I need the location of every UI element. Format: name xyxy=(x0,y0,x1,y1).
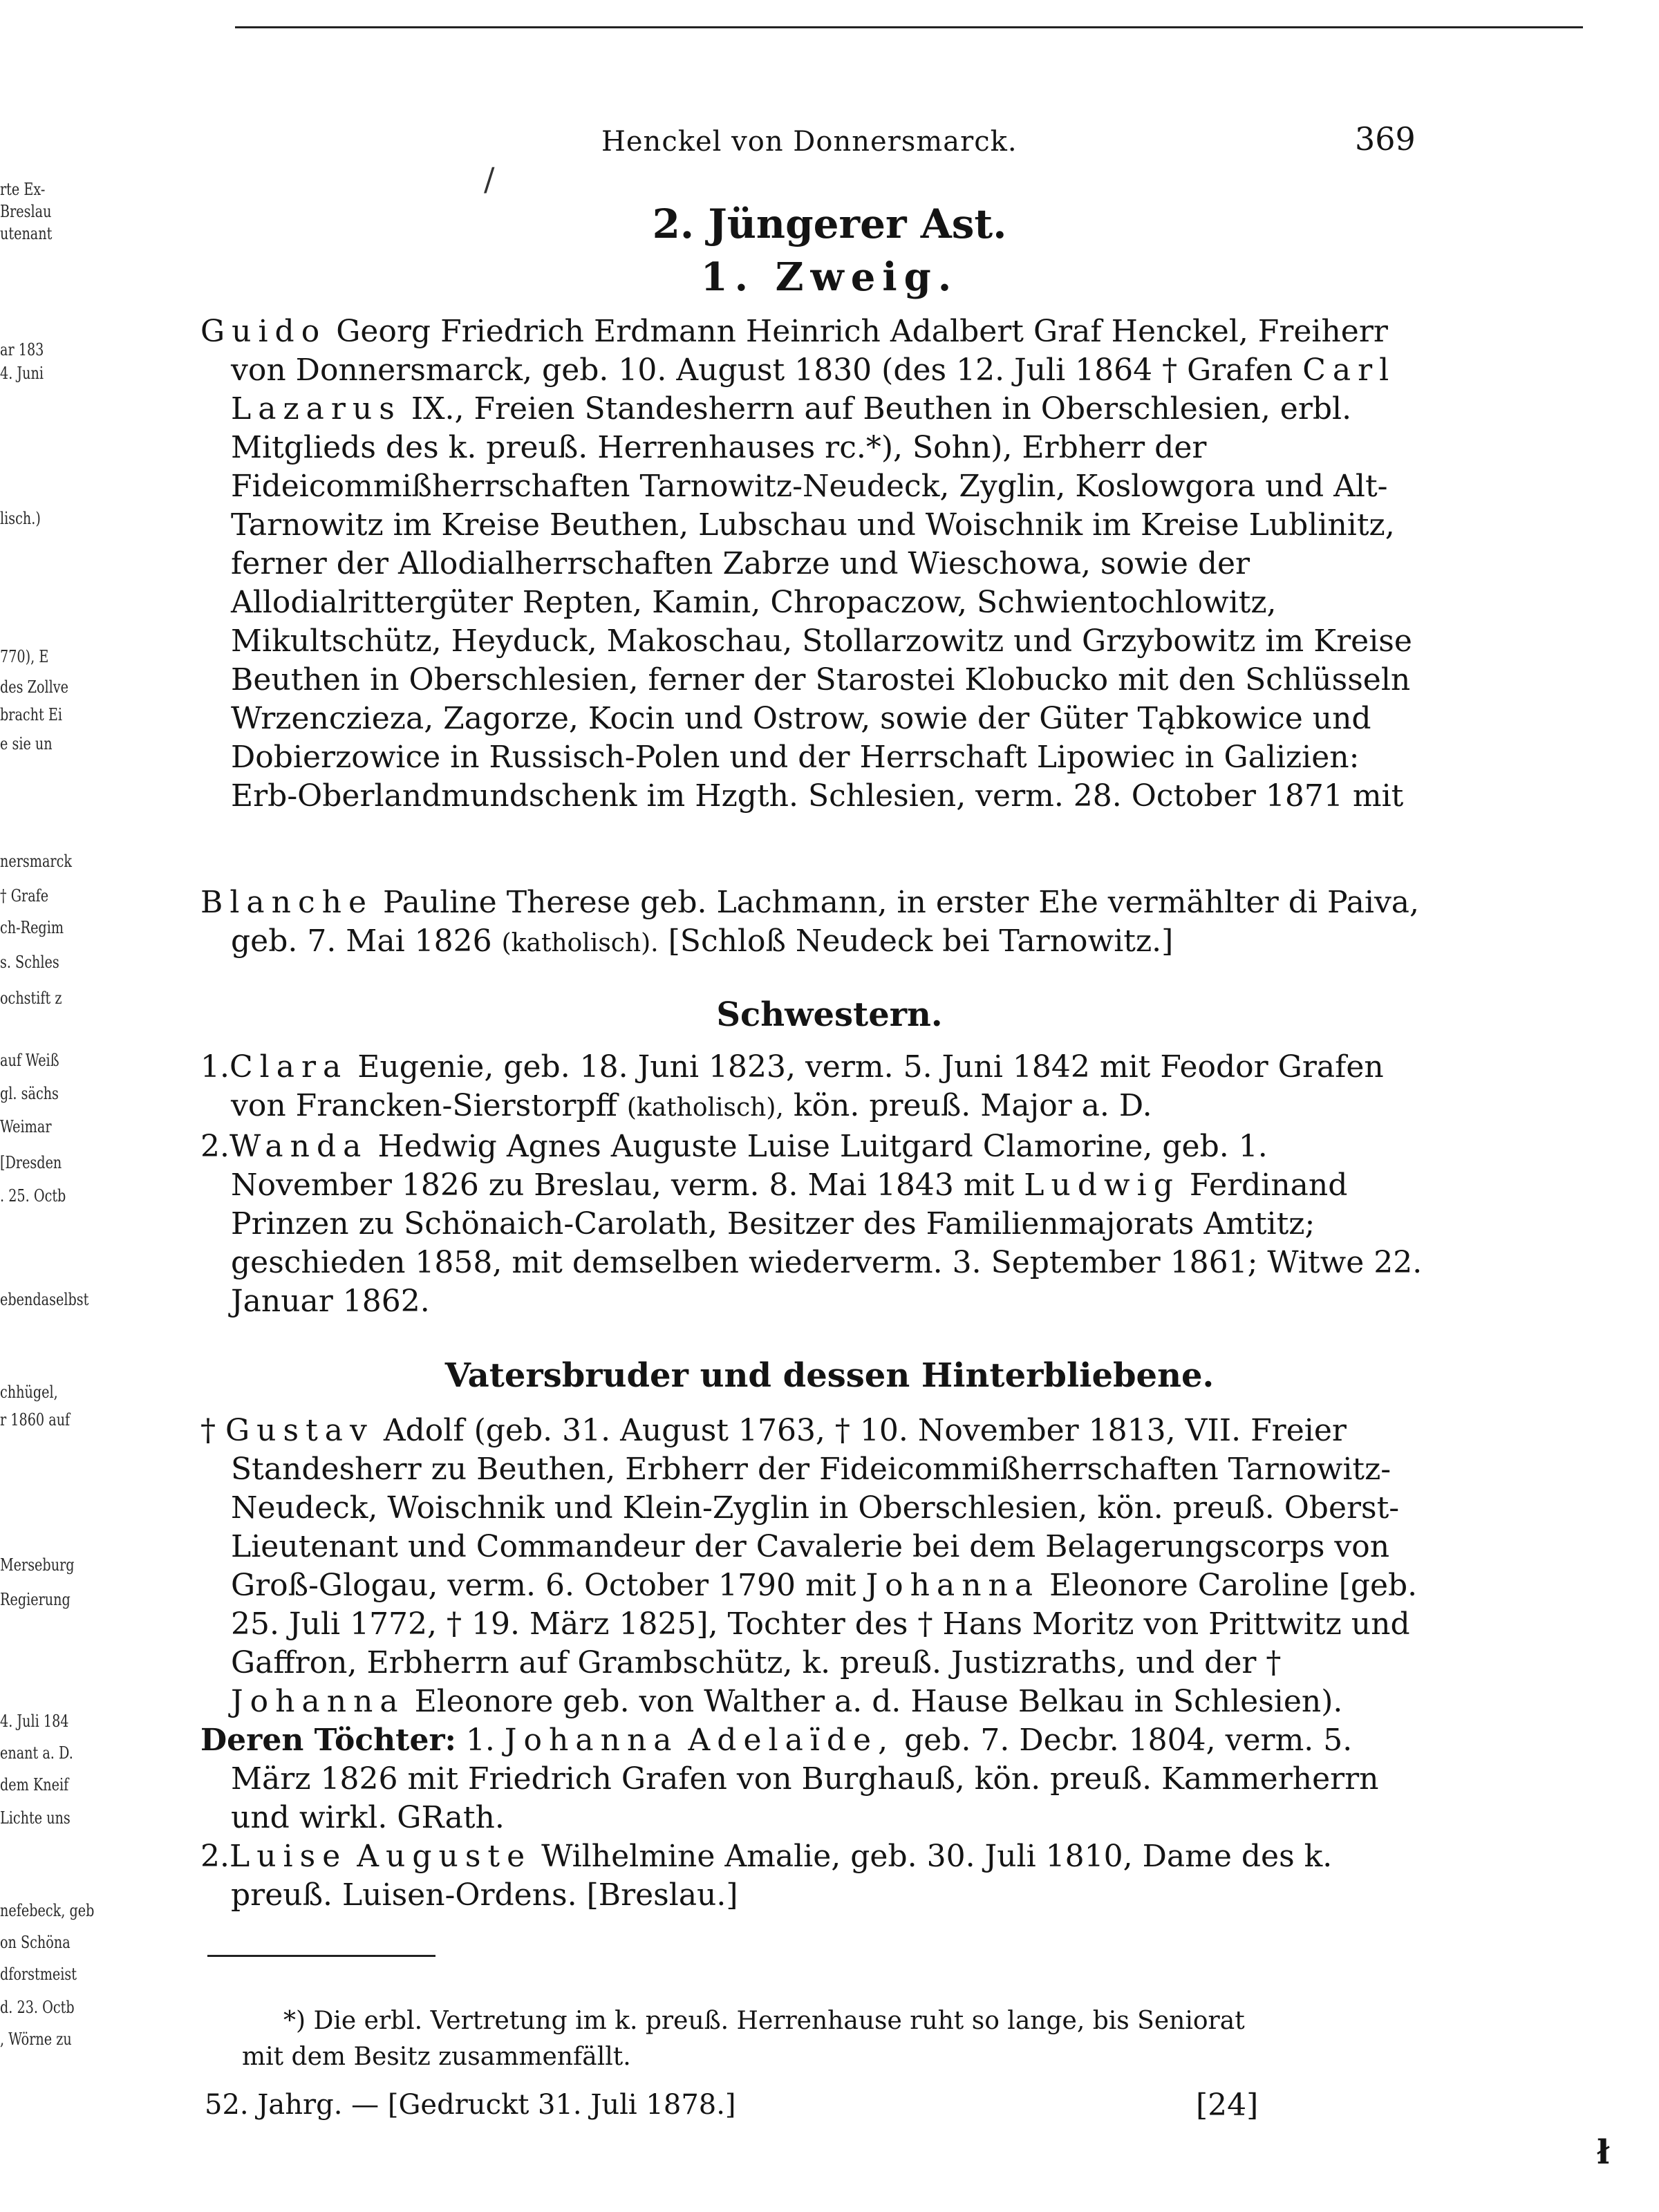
daughter-2-number: 2. xyxy=(200,1839,229,1874)
clara-text-a: Eugenie, geb. 18. Juni 1823, verm. 5. Juni 1842 mit Feodor Grafen von Francken-Sierstorpff xyxy=(231,1049,1384,1123)
side-fragment: nersmarck xyxy=(0,852,72,871)
blanche-confession: (katholisch). xyxy=(501,929,659,957)
side-fragment: dem Kneif xyxy=(0,1775,69,1794)
side-fragment: nefebeck, geb xyxy=(0,1901,95,1920)
clara-name: Clara xyxy=(229,1049,348,1085)
gustav-text-c: Eleonore geb. von Walther a. d. Hause Belkau in Schlesien). xyxy=(414,1684,1343,1719)
side-fragment: utenant xyxy=(0,224,53,243)
guido-father-name: Carl Lazarus xyxy=(231,353,1396,427)
side-fragment: . 25. Octb xyxy=(0,1186,66,1206)
side-fragment: ch-Regim xyxy=(0,918,64,937)
blanche-paragraph xyxy=(200,883,1424,963)
side-fragment: lisch.) xyxy=(0,509,41,528)
page-number: 369 xyxy=(1355,120,1416,158)
clara-confession: (katholisch), xyxy=(626,1094,784,1122)
gustav-paragraph xyxy=(200,1412,1424,1721)
clara-text-b: kön. preuß. Major a. D. xyxy=(793,1088,1152,1123)
wanda-husband-name: Ludwig xyxy=(1024,1168,1180,1203)
daughter-2-name-a: Luise xyxy=(229,1839,348,1874)
side-fragment: enant a. D. xyxy=(0,1743,73,1763)
footnote-rule xyxy=(207,1955,435,1957)
guido-paragraph xyxy=(200,312,1424,816)
side-fragment: d. 23. Octb xyxy=(0,1998,75,2017)
blanche-text-a: Pauline Therese geb. Lachmann, in erster Ehe vermählter di Paiva, geb. 7. Mai 1826 xyxy=(231,885,1420,959)
side-fragment: † Grafe xyxy=(0,886,49,906)
footnote xyxy=(200,2003,1424,2075)
side-fragment: on Schöna xyxy=(0,1933,71,1952)
wanda-number: 2. xyxy=(200,1129,229,1164)
side-fragment: dforstmeist xyxy=(0,1965,77,1984)
clara-paragraph xyxy=(200,1048,1424,1127)
uncle-entry xyxy=(200,1412,1424,1915)
daughter-1-number: 1. xyxy=(465,1723,495,1758)
uncle-heading: Vatersbruder und dessen Hinterbliebene. xyxy=(444,1356,1215,1395)
gustav-wife-name: Johanna xyxy=(865,1568,1040,1603)
side-fragment: Regierung xyxy=(0,1590,71,1609)
side-fragment: rte Ex- xyxy=(0,180,46,199)
running-title: Henckel von Donnersmarck. xyxy=(601,126,1018,158)
side-fragment: 4. Juni xyxy=(0,364,44,383)
side-fragment: ar 183 xyxy=(0,340,44,359)
wanda-text-a: Hedwig Agnes Auguste Luise Luitgard Clamorine, geb. 1. November 1826 zu Breslau, verm. 8. Mai 1843 mit xyxy=(231,1129,1268,1203)
side-fragment: Merseburg xyxy=(0,1555,75,1575)
guido-text-a: Georg Friedrich Erdmann Heinrich Adalbert Graf Henckel, Freiherr von Donnersmarck, geb. 10. August 1830 (des 12. Juli 1864 † Grafen xyxy=(231,314,1388,388)
side-fragment: s. Schles xyxy=(0,953,59,972)
section-title: 2. Jüngerer Ast. xyxy=(652,200,1007,247)
sisters-heading: Schwestern. xyxy=(716,995,943,1034)
side-fragment: auf Weiß xyxy=(0,1051,59,1070)
side-fragment: chhügel, xyxy=(0,1382,58,1402)
footnote-line-1: *) Die erbl. Vertretung im k. preuß. Herrenhause ruht so lange, bis Seniorat xyxy=(283,2007,1245,2035)
daughter-1-name-b: Adelaïde, xyxy=(688,1723,895,1758)
wanda-paragraph xyxy=(200,1127,1424,1321)
daughters-label: Deren Töchter: xyxy=(200,1723,456,1758)
adjacent-page-strip xyxy=(0,159,97,2067)
daughter-2-name-b: Auguste xyxy=(357,1839,532,1874)
blanche-entry xyxy=(200,883,1424,963)
daughter-2-paragraph xyxy=(200,1837,1424,1915)
daughter-2-text: Wilhelmine Amalie, geb. 30. Juli 1810, Dame des k. preuß. Luisen-Ordens. [Breslau.] xyxy=(231,1839,1333,1913)
guido-name: Guido xyxy=(200,314,327,349)
side-fragment: e sie un xyxy=(0,734,53,753)
stray-slash-mark: / xyxy=(484,160,495,198)
sisters-list xyxy=(200,1048,1424,1321)
guido-entry xyxy=(200,312,1424,816)
side-fragment: [Dresden xyxy=(0,1153,62,1172)
side-fragment: 770), E xyxy=(0,647,49,666)
daughter-1-name-a: Johanna xyxy=(504,1723,679,1758)
side-fragment: Breslau xyxy=(0,202,52,221)
side-fragment: r 1860 auf xyxy=(0,1410,71,1430)
side-fragment: ochstift z xyxy=(0,988,62,1008)
side-fragment: gl. sächs xyxy=(0,1084,59,1103)
daughter-1-paragraph xyxy=(200,1721,1424,1837)
wanda-name: Wanda xyxy=(229,1129,368,1164)
side-fragment: Lichte uns xyxy=(0,1808,71,1828)
edge-mark: ł xyxy=(1597,2133,1610,2172)
blanche-residence: [Schloß Neudeck bei Tarnowitz.] xyxy=(668,924,1174,959)
gustav-mother-name: Johanna xyxy=(231,1684,405,1719)
sheet-signature: [24] xyxy=(1196,2088,1259,2123)
imprint-line: 52. Jahrg. — [Gedruckt 31. Juli 1878.] xyxy=(205,2089,736,2121)
guido-text-b: IX., Freien Standesherrn auf Beuthen in Oberschlesien, erbl. Mitglieds des k. preuß. Herrenhauses rc.*), Sohn), Erbherr der Fideicommißherrschaften Tarnowitz-Neudeck, Zyglin, Koslowgora und Alt-Tarnowitz im Kreise Beuthen, Lubschau und Woischnik im Kreise Lublinitz, ferner der Allodialherrschaften Zabrze und Wieschowa, sowie der Allodialrittergüter Repten, Kamin, Chropaczow, Schwientochlowitz, Mikultschütz, Heyduck, Makoschau, Stollarzowitz und Grzybowitz im Kreise Beuthen in Oberschlesien, ferner der Starostei Klobucko mit den Schlüsseln Wrzenczieza, Zagorze, Kocin und Ostrow, sowie der Güter Tąbkowice und Dobierzowice in Russisch-Polen und der Herrschaft Lipowiec in Galizien: Erb-Oberlandmundschenk im Hzgth. Schlesien, verm. 28. October 1871 mit xyxy=(231,391,1412,814)
clara-number: 1. xyxy=(200,1049,229,1085)
death-cross: † xyxy=(200,1413,216,1448)
gustav-text-a: Adolf (geb. 31. August 1763, † 10. November 1813, VII. Freier Standesherr zu Beuthen, Erbherr der Fideicommißherrschaften Tarnowitz-Neudeck, Woischnik und Klein-Zyglin in Oberschlesien, kön. preuß. Oberst-Lieutenant und Commandeur der Cavalerie bei dem Belagerungscorps von Groß-Glogau, verm. 6. October 1790 mit xyxy=(231,1413,1400,1603)
side-fragment: des Zollve xyxy=(0,677,68,697)
top-rule xyxy=(235,26,1583,28)
branch-title: 1. Zweig. xyxy=(700,254,959,300)
blanche-name: Blanche xyxy=(200,885,373,920)
side-fragment: , Wörne zu xyxy=(0,2030,72,2049)
side-fragment: Weimar xyxy=(0,1117,52,1136)
footnote-line-2: mit dem Besitz zusammenfällt. xyxy=(242,2043,631,2071)
wanda-text-b: Ferdinand Prinzen zu Schönaich-Carolath, Besitzer des Familienmajorats Amtitz; geschieden 1858, mit demselben wiederverm. 3. September 1861; Witwe 22. Januar 1862. xyxy=(231,1168,1423,1319)
side-fragment: bracht Ei xyxy=(0,705,63,724)
side-fragment: 4. Juli 184 xyxy=(0,1712,69,1731)
gustav-name: Gustav xyxy=(225,1413,374,1448)
gustav-text-b: Eleonore Caroline [geb. 25. Juli 1772, † 19. März 1825], Tochter des † Hans Moritz von Prittwitz und Gaffron, Erbherrn auf Grambschütz, k. preuß. Justizraths, und der † xyxy=(231,1568,1418,1680)
daughter-1-text: geb. 7. Decbr. 1804, verm. 5. März 1826 mit Friedrich Grafen von Burghauß, kön. preuß. Kammerherrn und wirkl. GRath. xyxy=(231,1723,1379,1835)
side-fragment: ebendaselbst xyxy=(0,1290,89,1309)
